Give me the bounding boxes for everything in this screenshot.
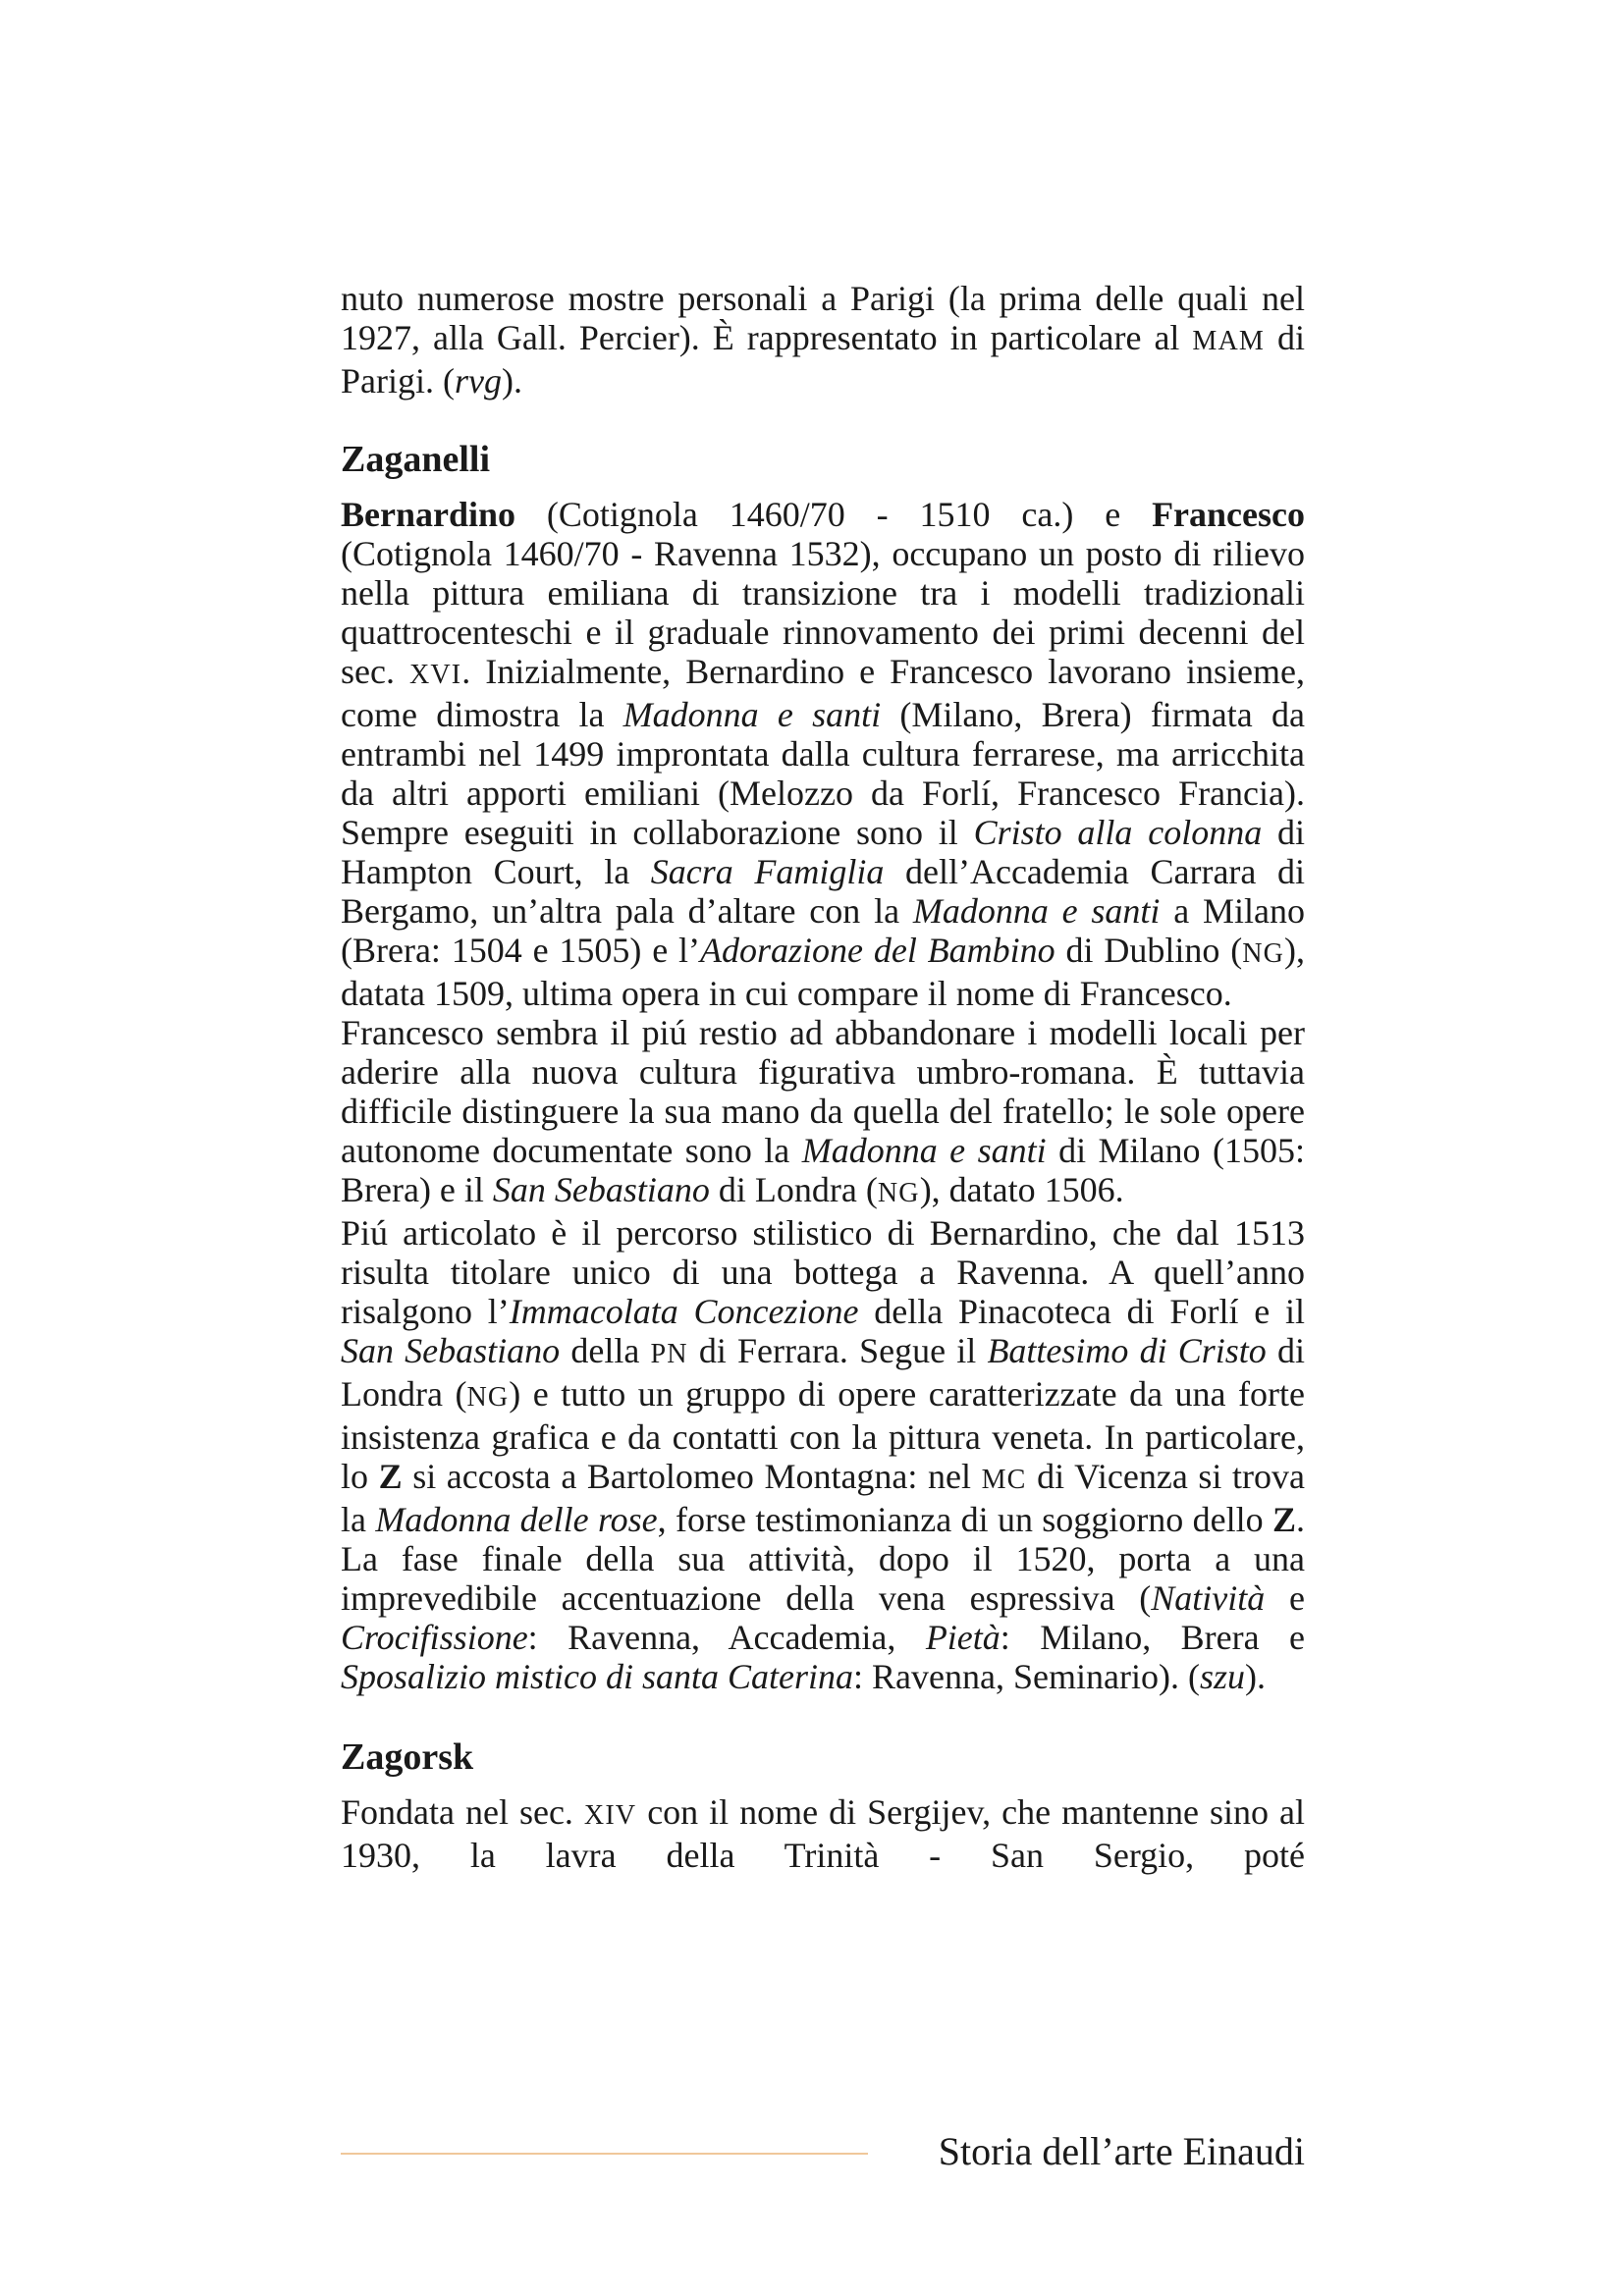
work-title: Madonna e santi bbox=[801, 1131, 1047, 1170]
abbreviation: NG bbox=[877, 1178, 920, 1208]
abbreviation: MAM bbox=[1192, 326, 1266, 356]
artist-name: Bernardino bbox=[341, 495, 516, 534]
text-run: dell’Accademia Carrara di Bergamo, un’altra pala d’altare con la bbox=[341, 852, 1305, 931]
text-run: di Dublino ( bbox=[1055, 931, 1243, 970]
work-title: Cristo alla colonna bbox=[973, 813, 1263, 852]
work-title: San Sebastiano bbox=[341, 1331, 561, 1370]
text-run: . Inizialmente, Bernardino e Francesco lavorano insieme, come dimostra la bbox=[341, 652, 1305, 734]
work-title: Battesimo di Cristo bbox=[987, 1331, 1267, 1370]
abbreviation: XVI bbox=[408, 660, 462, 690]
text-run: (Milano, Brera) firmata da entrambi nel 1499 improntata dalla cultura ferrarese, ma arricchita da altri apporti emiliani (Melozzo da Forlí, Francesco Francia). Sempre eseguiti in collaborazione sono il bbox=[341, 695, 1305, 852]
work-title: San Sebastiano bbox=[492, 1170, 710, 1209]
work-title: Madonna e santi bbox=[912, 891, 1161, 931]
work-title: Sacra Famiglia bbox=[650, 852, 885, 891]
abbreviation: NG bbox=[466, 1382, 510, 1413]
text-run: si accosta a Bartolomeo Montagna: nel bbox=[402, 1457, 982, 1496]
work-title: Madonna e santi bbox=[622, 695, 882, 734]
entry-initial: Z bbox=[378, 1457, 403, 1496]
text-run: : Ravenna, Accademia, bbox=[527, 1618, 926, 1657]
zaganelli-paragraph-3 bbox=[341, 1213, 1305, 1696]
work-title: Sposalizio mistico di santa Caterina bbox=[341, 1657, 854, 1696]
text-run: a Milano (Brera: 1504 e 1505) e l’ bbox=[341, 891, 1305, 970]
zaganelli-paragraph-1 bbox=[341, 495, 1305, 1013]
text-run: ). bbox=[501, 361, 522, 400]
text-run: di Parigi. ( bbox=[341, 318, 1305, 400]
entry-initial: Z bbox=[1271, 1500, 1296, 1539]
text-run: (Cotignola 1460/70 - 1510 ca.) e bbox=[515, 495, 1153, 534]
work-title: Madonna delle rose bbox=[375, 1500, 658, 1539]
abbreviation: XIV bbox=[583, 1800, 637, 1831]
text-run: di Hampton Court, la bbox=[341, 813, 1305, 891]
text-run: della Pinacoteca di Forlí e il bbox=[858, 1292, 1305, 1331]
abbreviation: NG bbox=[1242, 938, 1284, 969]
work-title: Pietà bbox=[925, 1618, 1001, 1657]
page-body bbox=[341, 279, 1305, 1875]
text-run: Fondata nel sec. bbox=[341, 1792, 584, 1832]
text-run: di Vicenza si trova la bbox=[341, 1457, 1305, 1539]
text-run: (Cotignola 1460/70 - Ravenna 1532), occupano un posto di rilievo nella pittura emiliana di transizione tra i modelli tradizionali quattrocenteschi e il graduale rinnovamento dei primi decenni del sec. bbox=[341, 534, 1305, 691]
text-run: Francesco sembra il piú restio ad abbandonare i modelli locali per aderire alla nuova cultura figurativa umbro-romana. È tuttavia difficile distinguere la sua mano da quella del fratello; le sole opere autonome documentate sono la bbox=[341, 1013, 1305, 1170]
continuation-paragraph bbox=[341, 279, 1305, 400]
work-title: Adorazione del Bambino bbox=[700, 931, 1055, 970]
zaganelli-paragraph-2 bbox=[341, 1013, 1305, 1213]
text-run: , forse testimonianza di un soggiorno dello bbox=[657, 1500, 1272, 1539]
author-signature: rvg bbox=[454, 361, 502, 400]
author-signature: szu bbox=[1199, 1657, 1245, 1696]
text-run: : Ravenna, Seminario). ( bbox=[853, 1657, 1200, 1696]
text-run: ) e tutto un gruppo di opere caratterizzate da una forte insistenza grafica e da contatti con la pittura veneta. In particolare, lo bbox=[341, 1374, 1306, 1496]
footer-rule bbox=[341, 2153, 868, 2155]
artist-name: Francesco bbox=[1152, 495, 1305, 534]
entry-heading-zagorsk: Zagorsk bbox=[341, 1736, 474, 1778]
text-run: di Londra ( bbox=[341, 1331, 1305, 1414]
text-run: ), datata 1509, ultima opera in cui compare il nome di Francesco. bbox=[341, 931, 1305, 1013]
text-run: di Ferrara. Segue il bbox=[687, 1331, 988, 1370]
work-title: Crocifissione bbox=[341, 1618, 528, 1657]
text-run: . La fase finale della sua attività, dopo il 1520, porta a una imprevedibile accentuazione della vena espressiva ( bbox=[341, 1500, 1305, 1618]
work-title: Immacolata Concezione bbox=[509, 1292, 859, 1331]
work-title: Natività bbox=[1151, 1578, 1266, 1618]
zagorsk-paragraph-1 bbox=[341, 1792, 1305, 1875]
abbreviation: PN bbox=[650, 1339, 688, 1369]
text-run: nuto numerose mostre personali a Parigi (la prima delle quali nel 1927, alla Gall. Percier). È rappresentato in particolare al bbox=[341, 279, 1305, 357]
text-run: Piú articolato è il percorso stilistico di Bernardino, che dal 1513 risulta titolare unico di una bottega a Ravenna. A quell’anno risalgono l’ bbox=[341, 1213, 1305, 1331]
entry-heading-zaganelli: Zaganelli bbox=[341, 439, 491, 480]
text-run: ), datato 1506. bbox=[919, 1170, 1124, 1209]
text-run: di Milano (1505: Brera) e il bbox=[341, 1131, 1305, 1209]
text-run: e bbox=[1265, 1578, 1305, 1618]
abbreviation: MC bbox=[981, 1465, 1027, 1495]
text-run: della bbox=[560, 1331, 651, 1370]
text-run: di Londra ( bbox=[709, 1170, 878, 1209]
text-run: con il nome di Sergijev, che mantenne sino al 1930, la lavra della Trinità - San Sergio, poté bbox=[341, 1792, 1305, 1875]
page-footer bbox=[341, 2126, 1305, 2181]
footer-title: Storia dell’arte Einaudi bbox=[938, 2129, 1305, 2173]
text-run: ). bbox=[1244, 1657, 1266, 1696]
text-run: : Milano, Brera e bbox=[1000, 1618, 1305, 1657]
